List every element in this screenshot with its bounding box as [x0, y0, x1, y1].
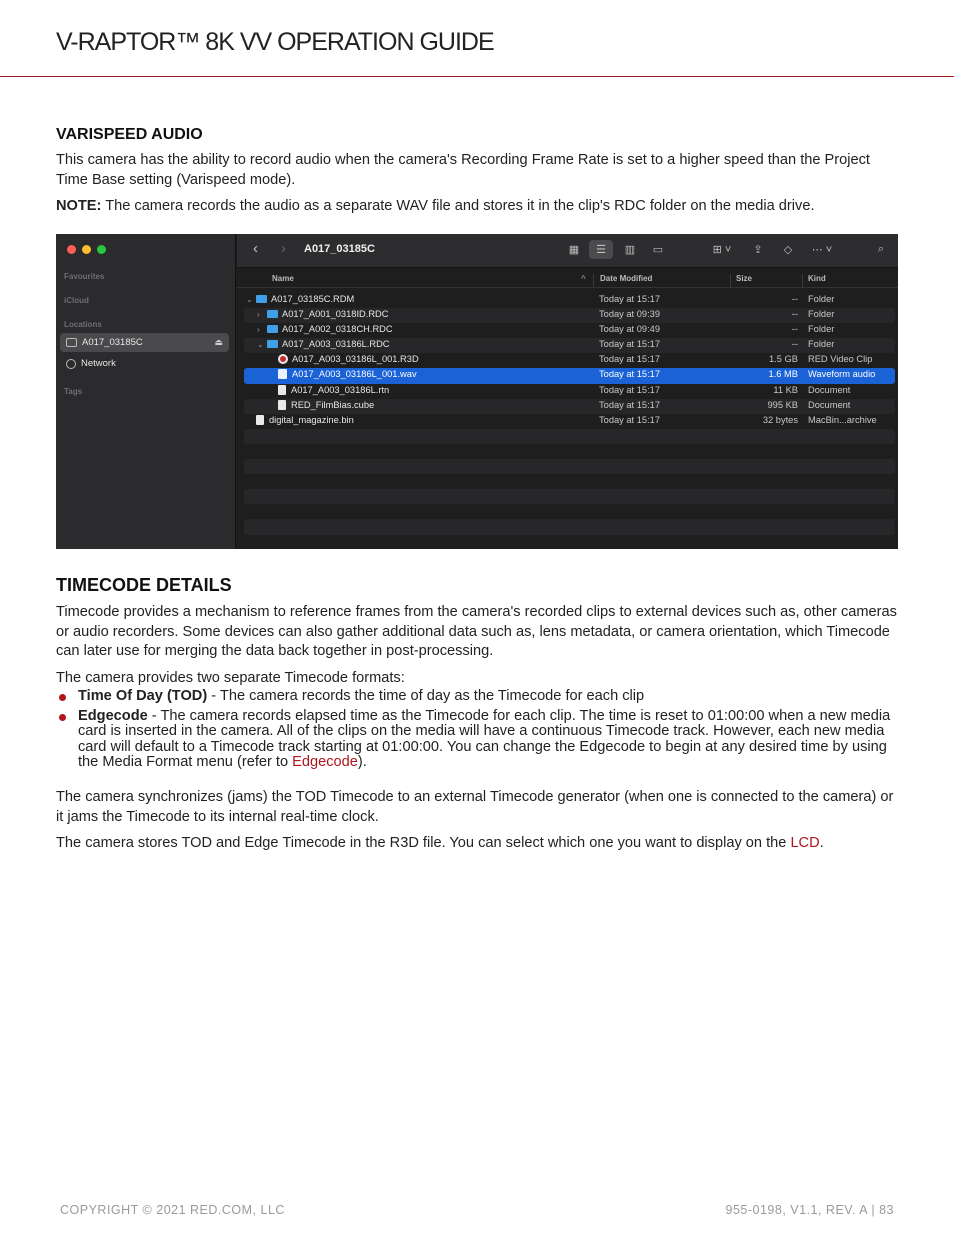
file-row[interactable] [244, 368, 895, 383]
audio-file-icon [278, 369, 287, 379]
tod-label: Time Of Day (TOD) [78, 688, 208, 704]
r3d-clip-icon [278, 354, 288, 364]
note-text: The camera records the audio as a separate WAV file and stores it in the clip's RDC folder on the media drive. [101, 198, 815, 214]
column-kind[interactable]: Kind [808, 274, 826, 283]
toolbar-title: A017_03185C [304, 243, 375, 255]
file-size: 11 KB [773, 384, 798, 395]
file-kind: Document [808, 384, 851, 395]
tag-icon[interactable]: ◇ [783, 244, 793, 256]
back-icon[interactable]: ‹ [253, 240, 258, 257]
tod-text: - The camera records the time of day as the Timecode for each clip [207, 688, 645, 704]
lcd-link[interactable]: LCD [790, 835, 820, 851]
folder-icon [256, 295, 267, 303]
file-kind: Folder [808, 339, 835, 350]
file-size: -- [791, 309, 798, 320]
varispeed-body: This camera has the ability to record audio when the camera's Recording Frame Rate is set to a higher speed than the Project Time Base setting (Varispeed mode). [56, 152, 870, 188]
list-view-icon[interactable]: ☰ [589, 240, 613, 259]
more-actions-icon[interactable]: ⋯ ˅ [811, 244, 833, 256]
file-date: Today at 15:17 [599, 384, 660, 395]
file-date: Today at 09:49 [599, 324, 660, 335]
empty-row [244, 489, 895, 504]
sidebar-section-icloud: iCloud [64, 296, 89, 305]
footer-copyright: COPYRIGHT © 2021 RED.COM, LLC [60, 1203, 285, 1217]
list-item [56, 689, 898, 704]
empty-row [244, 459, 895, 474]
file-name-label: digital_magazine.bin [269, 414, 354, 425]
file-date: Today at 15:17 [599, 354, 660, 365]
file-name [257, 339, 390, 349]
column-date[interactable]: Date Modified [600, 274, 653, 283]
stores-text: The camera stores TOD and Edge Timecode in the R3D file. You can select which one you want to display on the [56, 835, 791, 851]
file-row[interactable] [244, 384, 895, 399]
file-kind: Waveform audio [808, 369, 876, 380]
icon-view-icon[interactable]: ▦ [568, 244, 580, 256]
file-size: -- [791, 324, 798, 335]
file-name-label: A017_A001_0318ID.RDC [282, 309, 389, 320]
timecode-formats-lead: The camera provides two separate Timecode formats: [56, 670, 405, 686]
file-name [246, 415, 354, 425]
file-name-label: A017_03185C.RDM [271, 294, 355, 304]
file-row[interactable] [244, 399, 895, 414]
file-name-label: A017_A003_03186L.rtn [291, 384, 390, 395]
bullet-icon [59, 694, 66, 701]
zoom-window-button[interactable] [97, 245, 106, 254]
empty-row [244, 474, 895, 489]
page-header [0, 0, 954, 77]
sidebar-item-network-label: Network [81, 358, 116, 369]
drive-icon [66, 338, 77, 347]
empty-row [244, 519, 895, 534]
sidebar-section-favourites: Favourites [64, 272, 105, 281]
file-kind: RED Video Clip [808, 354, 873, 365]
file-date: Today at 15:17 [599, 294, 660, 304]
timecode-formats-list [56, 689, 898, 775]
file-kind: MacBin...archive [808, 414, 877, 425]
file-row[interactable] [244, 308, 895, 323]
timecode-heading: TIMECODE DETAILS [56, 575, 232, 595]
column-name[interactable]: Name [272, 274, 294, 283]
file-row[interactable] [244, 293, 895, 308]
footer-doc-ref: 955-0198, V1.1, REV. A | 83 [725, 1203, 894, 1217]
sidebar-item-drive[interactable] [60, 333, 229, 352]
file-name-label: A017_A003_03186L_001.wav [292, 369, 417, 380]
varispeed-note [56, 197, 898, 217]
column-view-icon[interactable]: ▥ [624, 244, 636, 256]
file-size: 1.6 MB [768, 369, 798, 380]
file-date: Today at 09:39 [599, 309, 660, 320]
file-row[interactable] [244, 353, 895, 368]
varispeed-heading: VARISPEED AUDIO [56, 126, 203, 143]
file-name [268, 369, 417, 379]
column-divider [593, 274, 594, 287]
file-list [244, 293, 895, 535]
file-row[interactable] [244, 323, 895, 338]
file-size: 1.5 GB [769, 354, 798, 365]
file-name-label: RED_FilmBias.cube [291, 399, 375, 410]
empty-row [244, 444, 895, 459]
group-icon[interactable]: ⊞ ˅ [712, 244, 732, 256]
file-name [257, 324, 393, 334]
disclosure-chevron-icon[interactable]: ⌄ [246, 294, 253, 304]
column-divider [802, 274, 803, 287]
file-name [268, 354, 419, 364]
file-kind: Folder [808, 324, 835, 335]
network-icon [66, 359, 76, 369]
finder-sidebar [56, 234, 236, 549]
stores-end: . [819, 835, 824, 851]
file-name [257, 309, 388, 319]
file-kind: Folder [808, 294, 835, 304]
file-date: Today at 15:17 [599, 339, 660, 350]
file-date: Today at 15:17 [599, 414, 660, 425]
file-name [246, 294, 354, 304]
empty-row [244, 504, 895, 519]
file-size: -- [791, 339, 798, 350]
file-name-label: A017_A003_03186L_001.R3D [292, 354, 419, 365]
edgecode-text: - The camera records elapsed time as the Timecode for each clip. The time is reset to 01:00:00 when a new media card is inserted in the camera. All of the clips on the media will have a continuous Timecode track. However, each new media card will default to a Timecode track starting at 01:00:00. You can change the Edgecode to begin at any desired time by using the Media Format menu (refer to [78, 708, 891, 770]
file-size: 32 bytes [762, 414, 798, 425]
sort-ascending-icon: ^ [581, 274, 586, 283]
column-size[interactable]: Size [736, 274, 753, 283]
search-icon[interactable]: ⌕ [877, 243, 885, 255]
edgecode-label: Edgecode [78, 708, 148, 725]
file-name-label: A017_A003_03186L.RDC [282, 339, 390, 350]
timecode-sync: The camera synchronizes (jams) the TOD Timecode to an external Timecode generator (when one is connected to the camera) or it jams the Timecode to its internal real-time clock. [56, 789, 894, 825]
disclosure-chevron-icon[interactable]: ⌄ [257, 339, 264, 349]
sidebar-item-drive-label: A017_03185C [82, 337, 143, 348]
finder-window [56, 234, 898, 549]
file-name-label: A017_A002_0318CH.RDC [282, 324, 393, 335]
file-size: 995 KB [767, 399, 798, 410]
document-title: V-RAPTOR™ 8K VV OPERATION GUIDE [56, 28, 494, 56]
edgecode-link[interactable]: Edgecode [292, 753, 358, 770]
timecode-intro: Timecode provides a mechanism to reference frames from the camera's recorded clips to external devices such as, other cameras or audio recorders. Some devices can also gather additional data such as, lens metadata, or camera orientation, which Timecode can later use for merging the data back together in post-processing. [56, 604, 897, 660]
eject-icon[interactable]: ⏏ [214, 337, 223, 347]
column-headers [237, 269, 898, 288]
file-row[interactable] [244, 338, 895, 353]
document-icon [278, 400, 286, 410]
file-name [268, 400, 374, 410]
document-icon [278, 385, 286, 395]
folder-icon [267, 340, 278, 348]
file-size: -- [791, 294, 798, 304]
document-icon [256, 415, 264, 425]
file-date: Today at 15:17 [599, 399, 660, 410]
file-row[interactable] [244, 414, 895, 429]
timecode-stores [56, 834, 898, 854]
file-kind: Document [808, 399, 851, 410]
edgecode-end: ). [357, 753, 367, 770]
disclosure-chevron-icon[interactable]: › [257, 309, 260, 319]
sidebar-section-locations: Locations [64, 320, 102, 329]
note-label: NOTE: [56, 198, 102, 214]
finder-toolbar [237, 234, 898, 268]
file-name [268, 385, 389, 395]
folder-icon [267, 325, 278, 333]
disclosure-chevron-icon[interactable]: › [257, 324, 260, 334]
forward-icon[interactable]: › [281, 240, 286, 257]
bullet-icon [59, 714, 66, 721]
folder-icon [267, 310, 278, 318]
close-window-button[interactable] [67, 245, 76, 254]
share-icon[interactable]: ⇪ [753, 244, 763, 256]
gallery-view-icon[interactable]: ▭ [652, 244, 664, 256]
sidebar-section-tags: Tags [64, 387, 83, 396]
empty-row [244, 429, 895, 444]
sidebar-item-network[interactable] [60, 354, 229, 373]
minimize-window-button[interactable] [82, 245, 91, 254]
list-item [56, 709, 898, 770]
column-divider [730, 274, 731, 287]
file-date: Today at 15:17 [599, 369, 660, 380]
file-kind: Folder [808, 309, 835, 320]
